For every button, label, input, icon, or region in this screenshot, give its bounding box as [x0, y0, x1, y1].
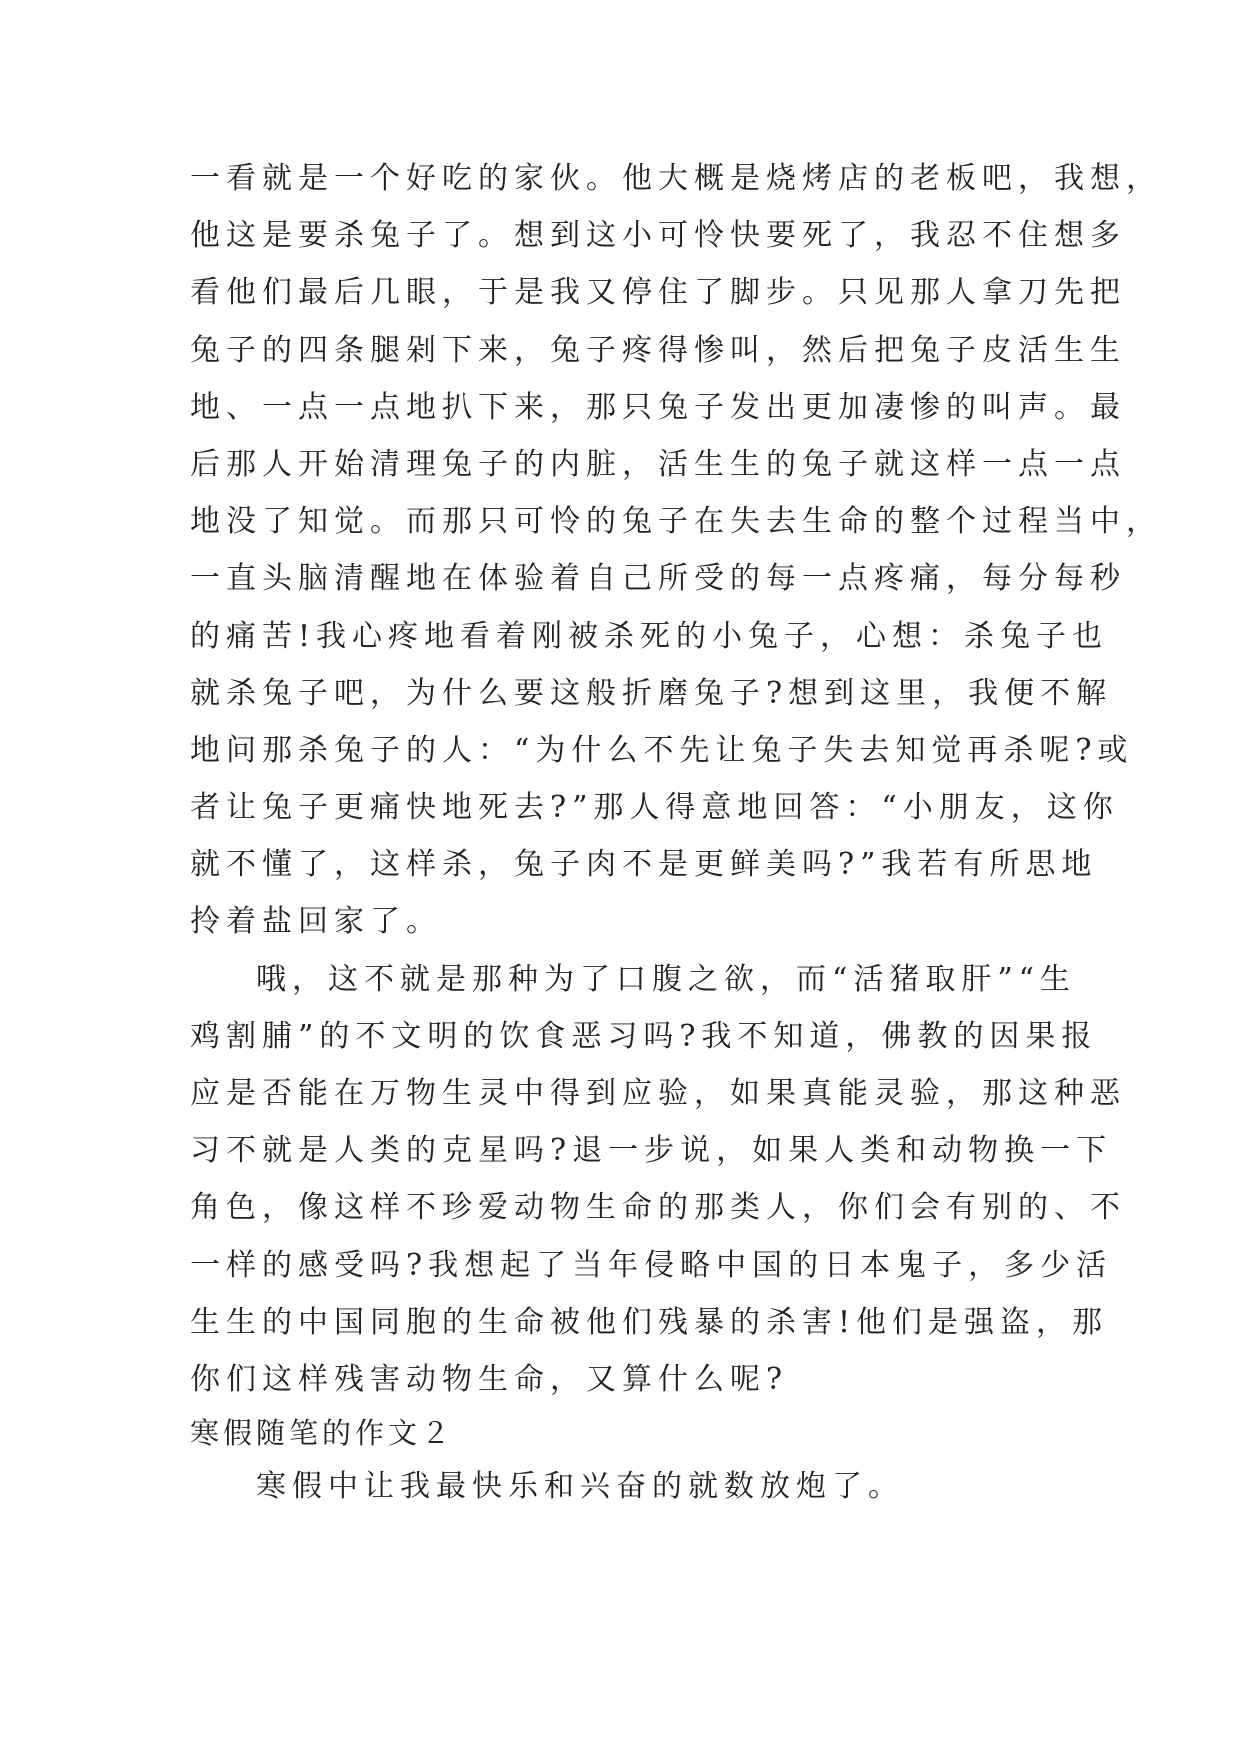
text-line: 就不懂了，这样杀，兔子肉不是更鲜美吗?”我若有所思地 — [190, 847, 1098, 883]
text-line: 一样的感受吗?我想起了当年侵略中国的日本鬼子，多少活 — [190, 1247, 1113, 1283]
text-line: 后那人开始清理兔子的内脏，活生生的兔子就这样一点一点 — [190, 446, 1126, 482]
text-line: 地没了知觉。而那只可怜的兔子在失去生命的整个过程当中， — [190, 504, 1162, 540]
text-line: 地问那杀兔子的人：“为什么不先让兔子失去知觉再杀呢?或 — [190, 732, 1134, 768]
text-line: 他这是要杀兔子了。想到这小可怜快要死了，我忍不住想多 — [190, 218, 1126, 254]
document-body — [190, 150, 1162, 1515]
text-line: 者让兔子更痛快地死去?”那人得意地回答：“小朋友，这你 — [190, 790, 1119, 826]
text-line: 鸡割脯”的不文明的饮食恶习吗?我不知道，佛教的因果报 — [190, 1018, 1098, 1054]
text-line: 应是否能在万物生灵中得到应验，如果真能灵验，那这种恶 — [190, 1076, 1126, 1111]
text-line: 拎着盐回家了。 — [190, 904, 442, 940]
text-line: 就杀兔子吧，为什么要这般折磨兔子?想到这里，我便不解 — [190, 675, 1113, 711]
text-line: 你们这样残害动物生命，又算什么呢? — [190, 1361, 789, 1397]
text-line: 看他们最后几眼，于是我又停住了脚步。只见那人拿刀先把 — [190, 275, 1126, 311]
section-heading: 寒假随笔的作文２ — [190, 1416, 455, 1451]
text-line: 地、一点一点地扒下来，那只兔子发出更加凄惨的叫声。最 — [190, 389, 1126, 425]
text-line: 兔子的四条腿剁下来，兔子疼得惨叫，然后把兔子皮活生生 — [190, 332, 1126, 368]
paragraph-3 — [190, 1458, 1052, 1515]
text-line: 寒假中让我最快乐和兴奋的就数放炮了。 — [256, 1469, 904, 1505]
text-line: 的痛苦!我心疼地看着刚被杀死的小兔子，心想：杀兔子也 — [190, 618, 1109, 654]
text-line: 一看就是一个好吃的家伙。他大概是烧烤店的老板吧，我想， — [190, 161, 1162, 196]
text-line: 习不就是人类的克星吗?退一步说，如果人类和动物换一下 — [190, 1133, 1113, 1169]
text-line: 生生的中国同胞的生命被他们残暴的杀害!他们是强盗，那 — [190, 1304, 1109, 1340]
text-line: 一直头脑清醒地在体验着自己所受的每一点疼痛，每分每秒 — [190, 561, 1126, 597]
paragraph-1 — [190, 150, 1162, 951]
text-line: 角色，像这样不珍爱动物生命的那类人，你们会有别的、不 — [190, 1190, 1126, 1226]
paragraph-2 — [190, 951, 1126, 1409]
text-line: 哦，这不就是那种为了口腹之欲，而“活猪取肝”“生 — [256, 961, 1077, 997]
